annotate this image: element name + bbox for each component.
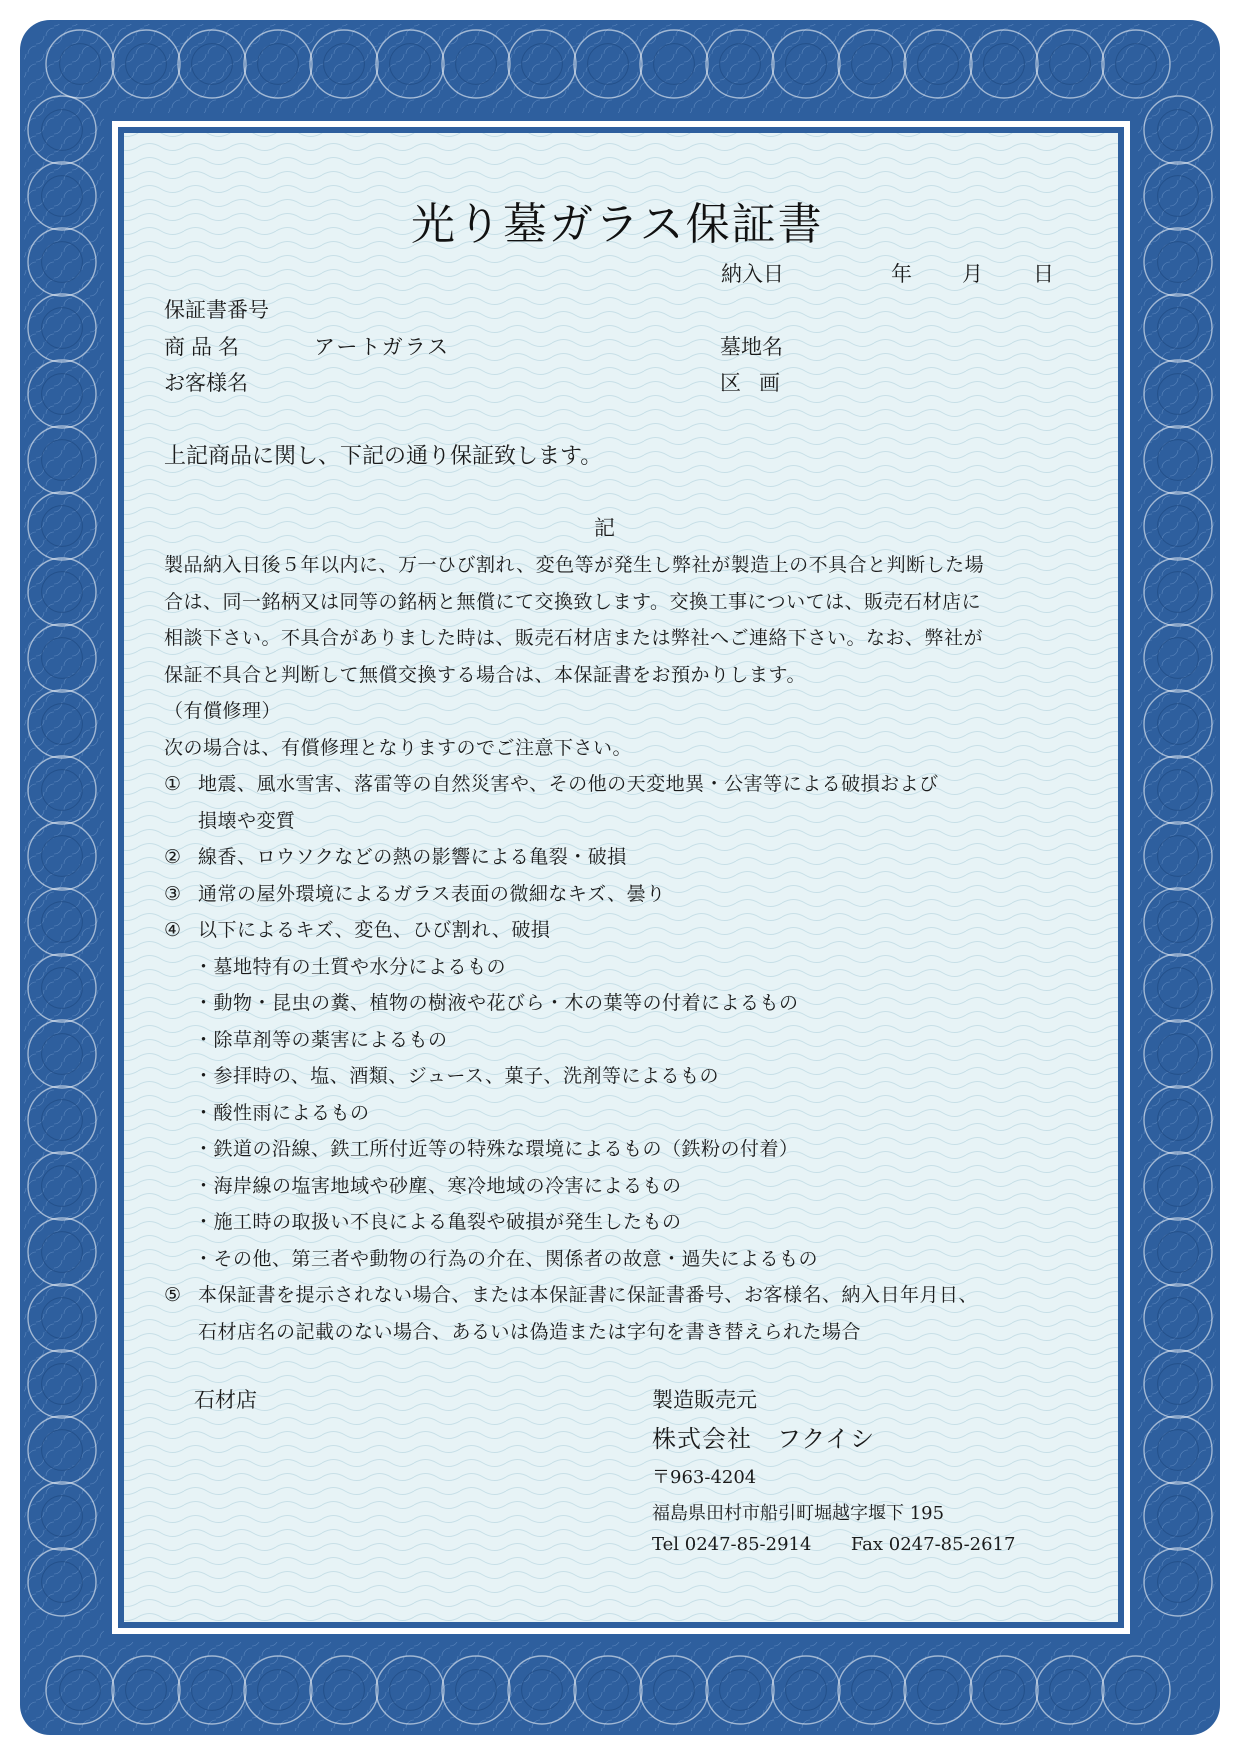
paid-repair-intro: 次の場合は、有償修理となりますのでご注意下さい。 bbox=[164, 736, 633, 759]
exclusion-item-1 bbox=[164, 766, 1094, 839]
delivery-day-label: 日 bbox=[1033, 262, 1054, 286]
item-number: ① bbox=[164, 773, 182, 795]
postal-code: 〒963-4204 bbox=[652, 1467, 757, 1488]
sub-item: ・鉄道の沿線、鉄工所付近等の特殊な環境によるもの（鉄粉の付着） bbox=[194, 1138, 799, 1160]
certificate-title: 光り墓ガラス保証書 bbox=[411, 199, 824, 250]
sub-item: ・施工時の取扱い不良による亀裂や破損が発生したもの bbox=[194, 1211, 682, 1233]
paragraph-line: 製品納入日後５年以内に、万一ひび割れ、変色等が発生し弊社が製造上の不具合と判断した場 bbox=[164, 554, 985, 576]
item-text: 損壊や変質 bbox=[198, 809, 296, 832]
company-name: 株式会社 フクイシ bbox=[652, 1425, 876, 1453]
certificate-content bbox=[134, 138, 1111, 1617]
sub-item: ・除草剤等の薬害によるもの bbox=[194, 1028, 448, 1051]
customer-name-label: お客様名 bbox=[164, 371, 248, 395]
sub-item: ・参拝時の、塩、酒類、ジュース、菓子、洗剤等によるもの bbox=[194, 1065, 719, 1087]
item-text: 石材店名の記載のない場合、あるいは偽造または字句を書き替えられた場合 bbox=[198, 1320, 862, 1343]
item-text: 以下によるキズ、変色、ひび割れ、破損 bbox=[198, 919, 551, 941]
fax-number: Fax 0247-85-2617 bbox=[850, 1534, 1016, 1555]
manufacturer-label: 製造販売元 bbox=[652, 1388, 757, 1412]
product-name-label: 商品名 bbox=[164, 335, 245, 359]
sub-item: ・海岸線の塩害地域や砂塵、寒冷地域の冷害によるもの bbox=[194, 1174, 682, 1197]
exclusion-item-4 bbox=[164, 912, 1094, 949]
exclusion-item-3 bbox=[164, 876, 1094, 913]
delivery-month-label: 月 bbox=[962, 262, 983, 286]
item-number: ④ bbox=[164, 919, 182, 941]
delivery-date-label: 納入日 bbox=[721, 262, 784, 286]
paragraph-line: 合は、同一銘柄又は同等の銘柄と無償にて交換致します。交換工事については、販売石材店に bbox=[164, 590, 982, 613]
item-number: ② bbox=[164, 846, 182, 868]
contact-numbers bbox=[652, 1534, 1015, 1555]
sub-item: ・動物・昆虫の糞、植物の樹液や花びら・木の葉等の付着によるもの bbox=[194, 992, 799, 1014]
sub-item: ・酸性雨によるもの bbox=[194, 1101, 370, 1124]
paragraph-line: 保証不具合と判断して無償交換する場合は、本保証書をお預かりします。 bbox=[164, 663, 806, 686]
cert-number-label: 保証書番号 bbox=[164, 298, 269, 322]
exclusion-item-2 bbox=[164, 839, 1094, 876]
stone-shop-label: 石材店 bbox=[194, 1388, 257, 1412]
telephone-number: Tel 0247-85-2914 bbox=[652, 1534, 812, 1555]
delivery-year-label: 年 bbox=[891, 262, 912, 286]
company-address: 福島県田村市船引町堀越字堰下 195 bbox=[652, 1503, 945, 1524]
exclusion-item-5 bbox=[164, 1277, 1094, 1350]
item-number: ③ bbox=[164, 882, 182, 905]
product-name-value: アートガラス bbox=[314, 335, 451, 359]
item-text: 線香、ロウソクなどの熱の影響による亀裂・破損 bbox=[198, 846, 627, 868]
warranty-terms bbox=[164, 547, 1094, 1350]
notes-heading: 記 bbox=[594, 516, 615, 540]
warranty-statement: 上記商品に関し、下記の通り保証致します。 bbox=[164, 444, 603, 469]
sub-item: ・墓地特有の土質や水分によるもの bbox=[194, 955, 507, 978]
item-text: 地震、風水雪害、落雷等の自然災害や、その他の天変地異・公害等による破損および bbox=[198, 773, 939, 795]
paragraph-line: 相談下さい。不具合がありました時は、販売石材店または弊社へご連絡下さい。なお、弊社が bbox=[164, 627, 984, 649]
plot-section-label: 区画 bbox=[720, 371, 798, 395]
item-text: 本保証書を提示されない場合、または本保証書に保証書番号、お客様名、納入日年月日、 bbox=[198, 1284, 979, 1306]
sub-item: ・その他、第三者や動物の行為の介在、関係者の故意・過失によるもの bbox=[194, 1247, 819, 1270]
cemetery-name-label: 墓地名 bbox=[720, 335, 783, 359]
paid-repair-heading: （有償修理） bbox=[164, 700, 282, 722]
item-number: ⑤ bbox=[164, 1284, 182, 1306]
item-text: 通常の屋外環境によるガラス表面の微細なキズ、曇り bbox=[198, 882, 666, 905]
